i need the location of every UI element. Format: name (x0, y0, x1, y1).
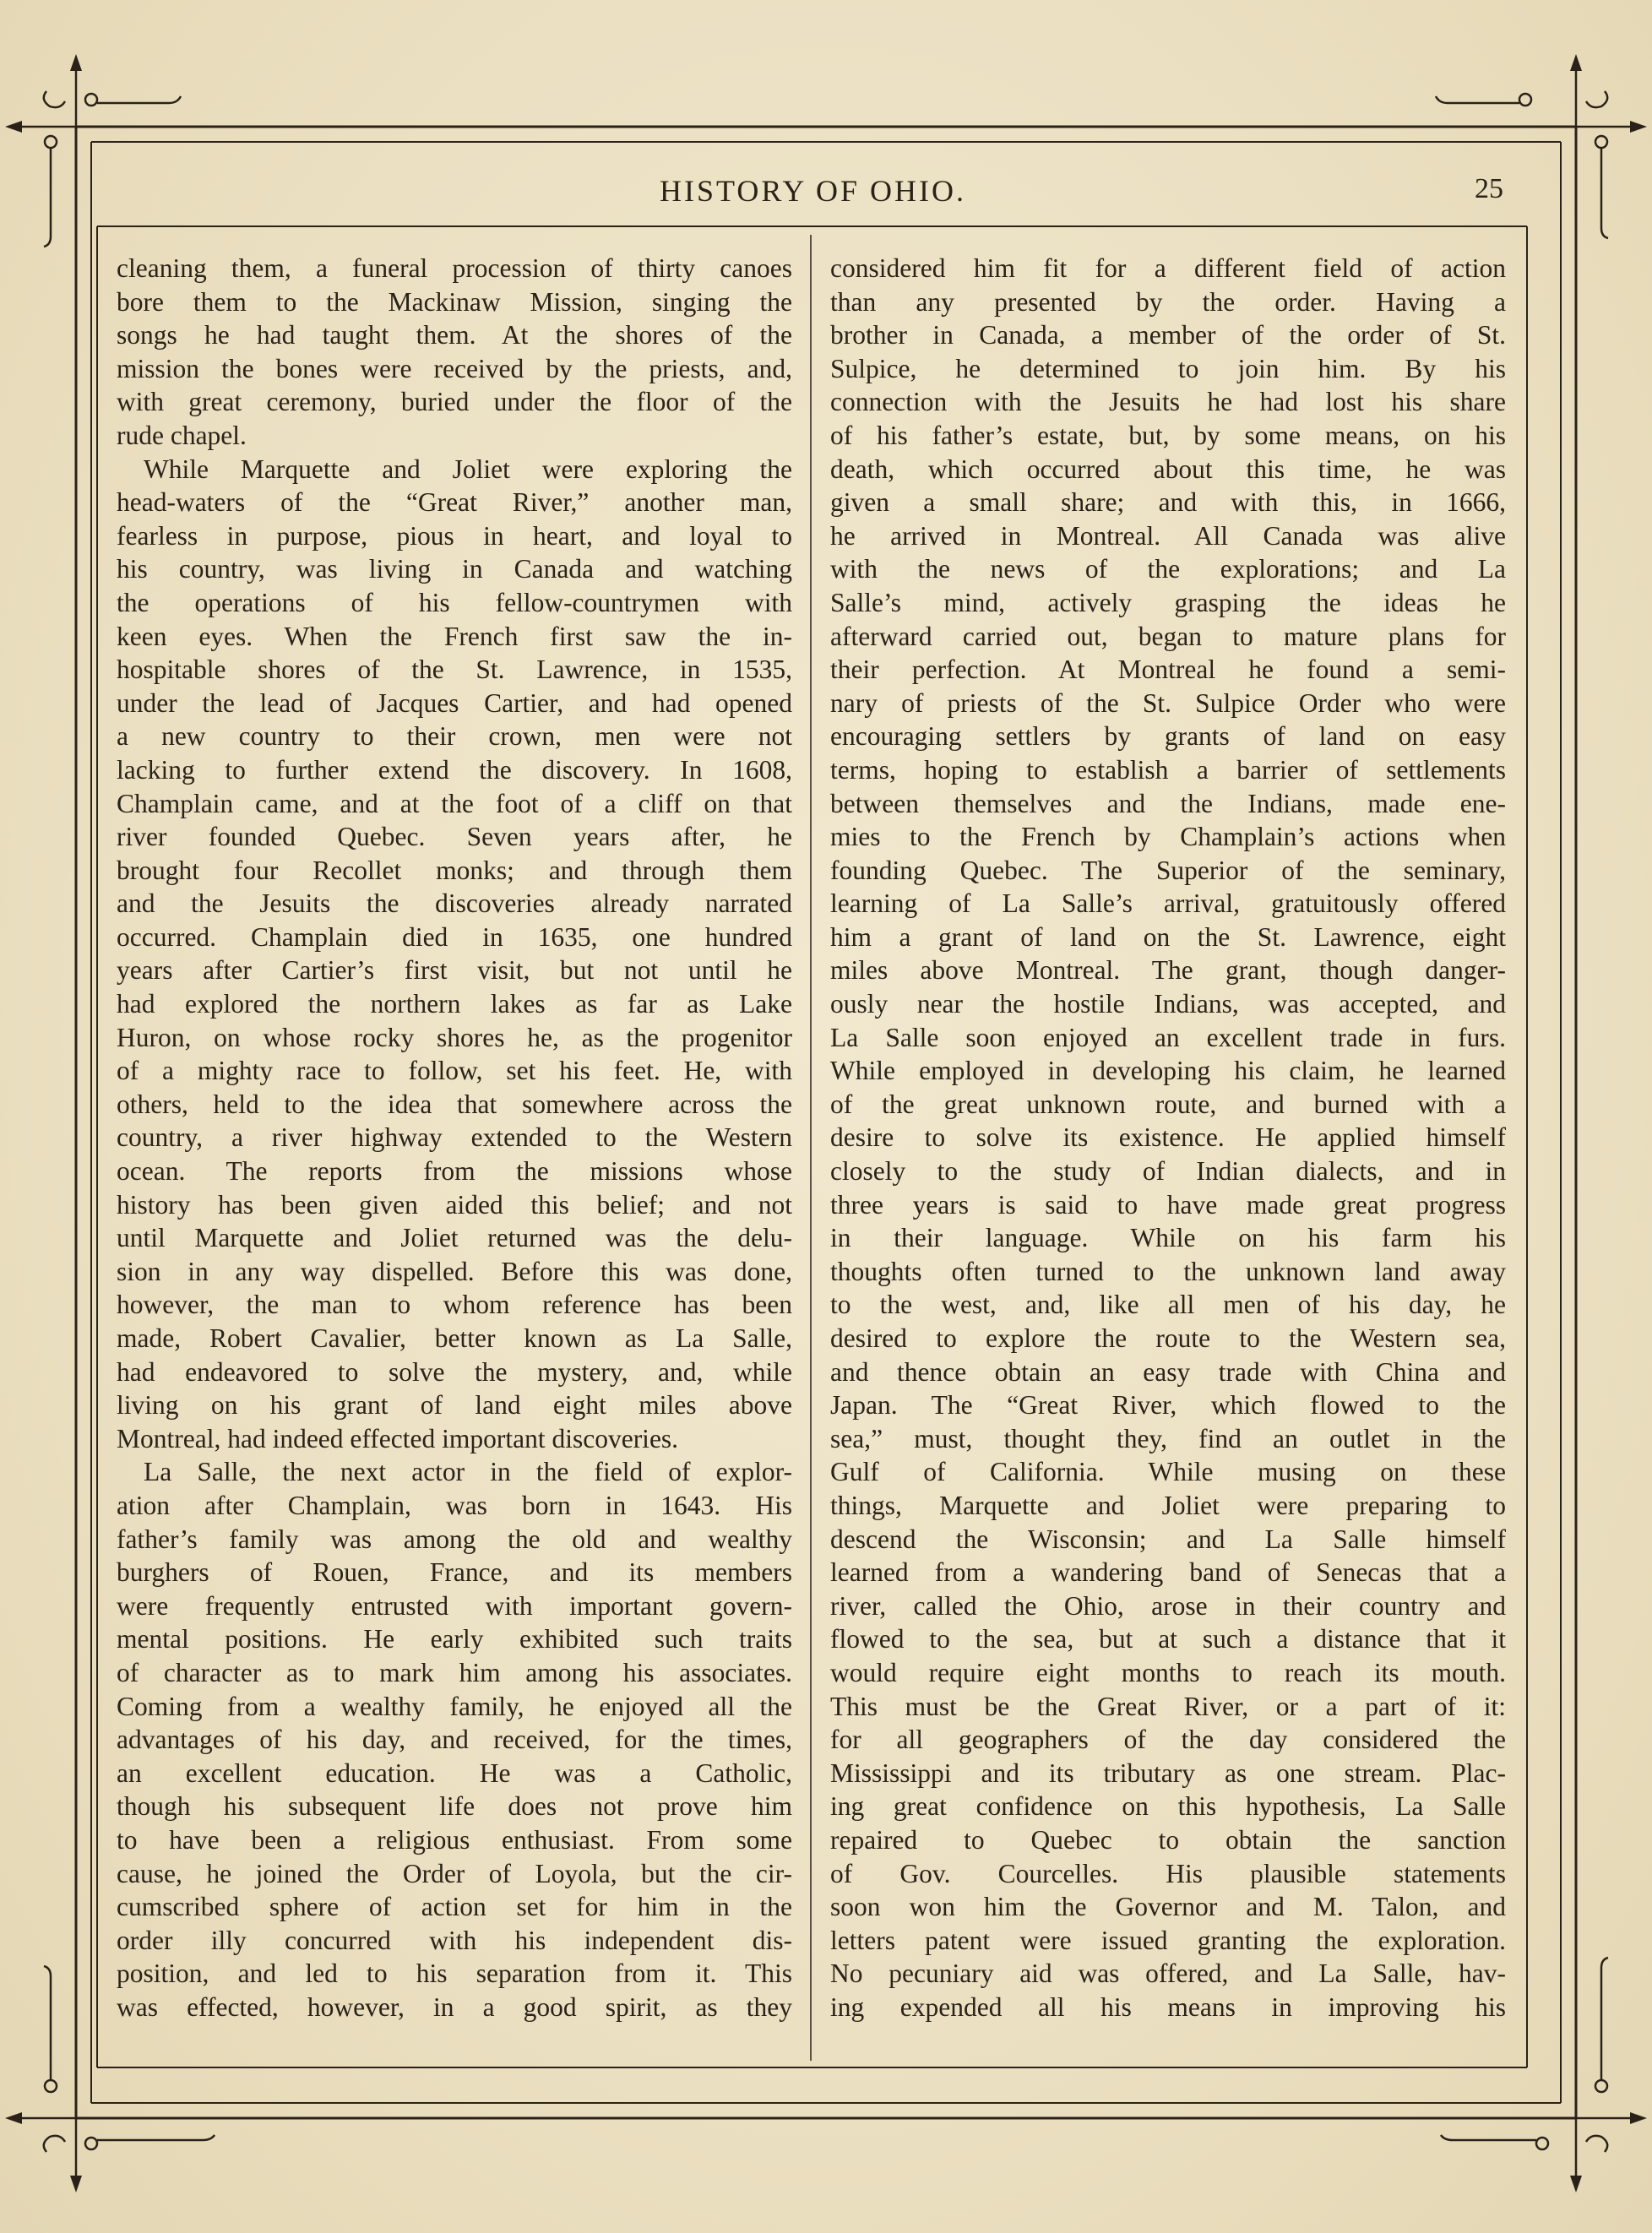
text-line: hospitable shores of the St. Lawrence, in 1535, (117, 655, 792, 685)
text-line: encouraging settlers by grants of land on easy (830, 721, 1506, 752)
text-line: father’s family was among the old and wealthy (117, 1524, 792, 1554)
text-line: ing expended all his means in improving his (830, 1991, 1506, 2022)
text-line: songs he had taught them. At the shores of the (117, 320, 792, 350)
text-line: occurred. Champlain died in 1635, one hundred (117, 921, 792, 952)
text-line: burghers of Rouen, France, and its members (117, 1557, 792, 1588)
text-line: head-waters of the “Great River,” another man, (117, 487, 792, 518)
text-line: country, a river highway extended to the Western (117, 1122, 792, 1153)
text-line: their perfection. At Montreal he found a semi- (830, 655, 1506, 685)
text-line: letters patent were issued granting the exploration. (830, 1925, 1506, 1955)
text-line: he arrived in Montreal. All Canada was alive (830, 520, 1506, 551)
text-line: sea,” must, thought they, find an outlet in the (830, 1423, 1506, 1453)
text-line: rude chapel. (117, 420, 247, 450)
text-line: an excellent education. He was a Catholic, (117, 1758, 792, 1788)
text-line: Huron, on whose rocky shores he, as the progenitor (117, 1022, 792, 1052)
text-line: desire to solve its existence. He applied himself (830, 1122, 1506, 1153)
left-text-column (117, 252, 792, 2024)
text-line: La Salle soon enjoyed an excellent trade in furs. (830, 1022, 1506, 1052)
text-line: until Marquette and Joliet returned was the delu- (117, 1223, 792, 1253)
text-line: ously near the hostile Indians, was accepted, and (830, 989, 1506, 1019)
text-line: Japan. The “Great River, which flowed to the (830, 1390, 1506, 1421)
text-line: considered him fit for a different field of action (830, 253, 1506, 283)
text-line: of character as to mark him among his associates. (117, 1657, 792, 1687)
text-line: a new country to their crown, men were not (117, 721, 792, 752)
text-line: connection with the Jesuits he had lost his share (830, 387, 1506, 417)
text-line: bore them to the Mackinaw Mission, singing the (117, 286, 792, 317)
text-line: ation after Champlain, was born in 1643. His (117, 1490, 792, 1520)
text-line: closely to the study of Indian dialects, and in (830, 1156, 1506, 1187)
text-line: This must be the Great River, or a part of it: (830, 1691, 1506, 1721)
text-line: flowed to the sea, but at such a distance that it (830, 1624, 1506, 1654)
text-line: keen eyes. When the French first saw the in- (117, 621, 792, 651)
text-line: things, Marquette and Joliet were preparing to (830, 1490, 1506, 1520)
text-line: brother in Canada, a member of the order of St. (830, 320, 1506, 350)
text-line: others, held to the idea that somewhere across the (117, 1089, 792, 1119)
text-line: made, Robert Cavalier, better known as La Salle, (117, 1323, 792, 1353)
text-line: fearless in purpose, pious in heart, and loyal to (117, 520, 792, 551)
running-title: HISTORY OF OHIO. (659, 174, 967, 208)
text-line: learning of La Salle’s arrival, gratuitously offered (830, 888, 1506, 919)
text-line: death, which occurred about this time, he was (830, 454, 1506, 484)
text-line: order illy concurred with his independent dis- (117, 1925, 792, 1955)
text-line: advantages of his day, and received, for the times, (117, 1725, 792, 1755)
text-line: him a grant of land on the St. Lawrence, eight (830, 921, 1506, 952)
text-line: river, called the Ohio, arose in their country and (830, 1590, 1506, 1621)
text-line: learned from a wandering band of Senecas that a (830, 1557, 1506, 1588)
text-line: terms, hoping to establish a barrier of settlements (830, 754, 1506, 785)
text-line: ocean. The reports from the missions whose (117, 1156, 792, 1187)
text-line: cumscribed sphere of action set for him in the (117, 1892, 792, 1922)
text-line: cleaning them, a funeral procession of thirty canoes (117, 253, 792, 283)
text-line: three years is said to have made great progress (830, 1189, 1506, 1220)
text-line: years after Cartier’s first visit, but not until he (117, 955, 792, 986)
text-line: of his father’s estate, but, by some means, on his (830, 420, 1506, 450)
text-line: was effected, however, in a good spirit, as they (117, 1991, 792, 2022)
text-line: Sulpice, he determined to join him. By his (830, 353, 1506, 383)
right-text-column (830, 252, 1506, 2024)
text-line: to have been a religious enthusiast. From some (117, 1824, 792, 1855)
text-line: Gulf of California. While musing on these (830, 1457, 1506, 1487)
text-line: Champlain came, and at the foot of a cliff on that (117, 788, 792, 818)
text-line: of Gov. Courcelles. His plausible statements (830, 1858, 1506, 1888)
text-line: than any presented by the order. Having a (830, 286, 1506, 317)
text-line: mission the bones were received by the priests, and, (117, 353, 792, 383)
text-line: ing great confidence on this hypothesis, La Salle (830, 1791, 1506, 1822)
text-line: mental positions. He early exhibited such traits (117, 1624, 792, 1654)
text-line: were frequently entrusted with important govern- (117, 1590, 792, 1621)
text-line: history has been given aided this belief; and not (117, 1189, 792, 1220)
text-line: soon won him the Governor and M. Talon, and (830, 1892, 1506, 1922)
text-line: had explored the northern lakes as far as Lake (117, 989, 792, 1019)
text-line: afterward carried out, began to mature plans for (830, 621, 1506, 651)
text-line: sion in any way dispelled. Before this was done, (117, 1256, 792, 1286)
text-line: position, and led to his separation from it. This (117, 1959, 792, 1989)
text-line: and the Jesuits the discoveries already narrated (117, 888, 792, 919)
text-line: his country, was living in Canada and watching (117, 554, 792, 584)
text-line: for all geographers of the day considered the (830, 1725, 1506, 1755)
text-line: of the great unknown route, and burned with a (830, 1089, 1506, 1119)
text-line: La Salle, the next actor in the field of explor- (144, 1457, 792, 1487)
text-line: with great ceremony, buried under the floor of the (117, 387, 792, 417)
text-line: to the west, and, like all men of his day, he (830, 1290, 1506, 1320)
text-line: living on his grant of land eight miles above (117, 1390, 792, 1421)
text-line: Mississippi and its tributary as one stream. Plac- (830, 1758, 1506, 1788)
text-line: given a small share; and with this, in 1666, (830, 487, 1506, 518)
text-line: While Marquette and Joliet were exploring the (144, 454, 792, 484)
text-line: founding Quebec. The Superior of the seminary, (830, 855, 1506, 885)
text-line: river founded Quebec. Seven years after, he (117, 822, 792, 852)
text-line: however, the man to whom reference has been (117, 1290, 792, 1320)
text-line: repaired to Quebec to obtain the sanction (830, 1824, 1506, 1855)
text-line: desired to explore the route to the Western sea, (830, 1323, 1506, 1353)
text-line: nary of priests of the St. Sulpice Order who were (830, 687, 1506, 718)
text-line: Montreal, had indeed effected important discoveries. (117, 1423, 679, 1453)
running-head (97, 173, 1529, 215)
text-line: the operations of his fellow-countrymen with (117, 587, 792, 617)
page-number: 25 (1475, 173, 1503, 204)
text-line: would require eight months to reach its mouth. (830, 1657, 1506, 1687)
text-line: Salle’s mind, actively grasping the ideas he (830, 587, 1506, 617)
text-line: brought four Recollet monks; and through them (117, 855, 792, 885)
text-line: While employed in developing his claim, he learned (830, 1056, 1506, 1086)
text-line: Coming from a wealthy family, he enjoyed all the (117, 1691, 792, 1721)
text-line: No pecuniary aid was offered, and La Salle, hav- (830, 1959, 1506, 1989)
text-line: in their language. While on his farm his (830, 1223, 1506, 1253)
text-line: with the news of the explorations; and La (830, 554, 1506, 584)
text-line: of a mighty race to follow, set his feet. He, with (117, 1056, 792, 1086)
text-line: had endeavored to solve the mystery, and, while (117, 1356, 792, 1387)
text-line: under the lead of Jacques Cartier, and had opened (117, 687, 792, 718)
text-line: between themselves and the Indians, made ene- (830, 788, 1506, 818)
text-line: though his subsequent life does not prove him (117, 1791, 792, 1822)
text-line: cause, he joined the Order of Loyola, but the cir- (117, 1858, 792, 1888)
text-line: mies to the French by Champlain’s actions when (830, 822, 1506, 852)
text-line: lacking to further extend the discovery. In 1608, (117, 754, 792, 785)
text-line: miles above Montreal. The grant, though danger- (830, 955, 1506, 986)
text-line: thoughts often turned to the unknown land away (830, 1256, 1506, 1286)
text-line: and thence obtain an easy trade with China and (830, 1356, 1506, 1387)
text-line: descend the Wisconsin; and La Salle himself (830, 1524, 1506, 1554)
